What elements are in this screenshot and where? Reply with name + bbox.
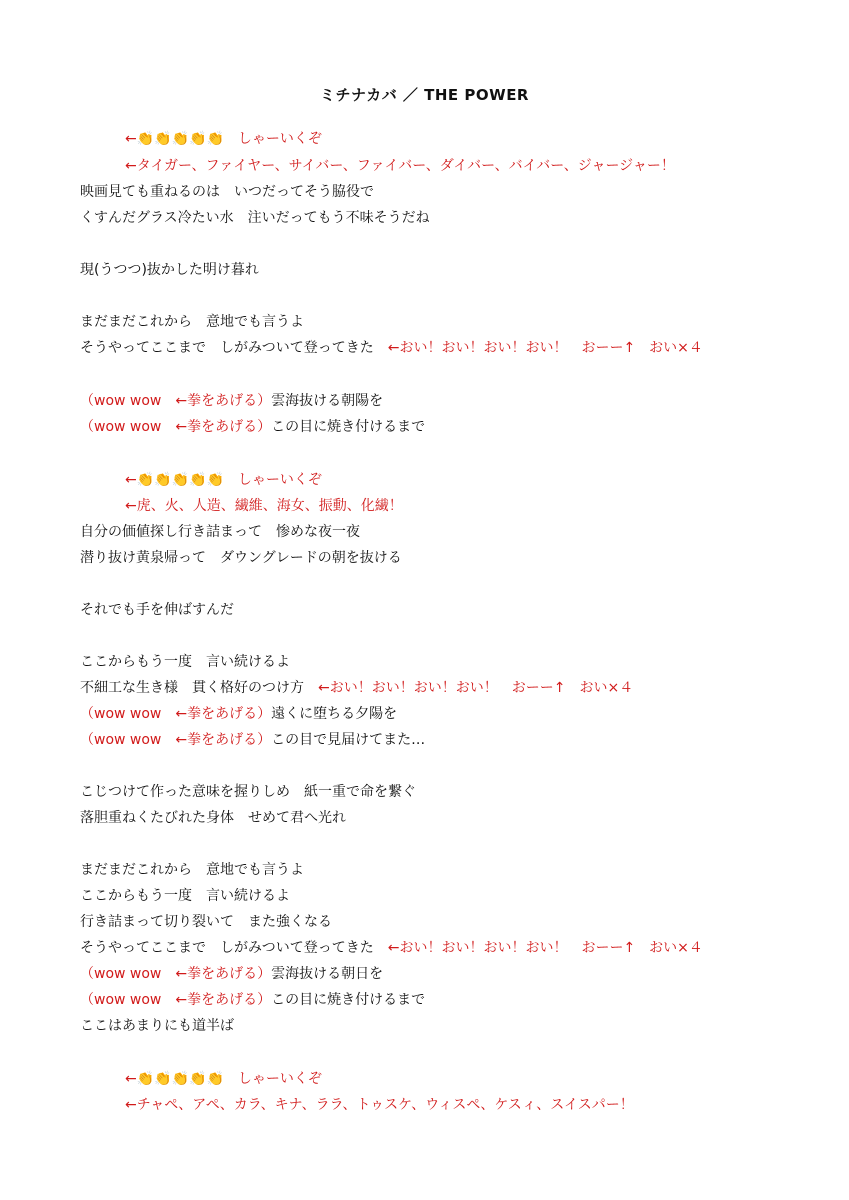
lyric-line <box>125 1070 322 1088</box>
call-response-text: ←タイガー、ファイヤー、サイバー、ファイバー、ダイバー、バイバー、ジャージャー！ <box>125 158 675 174</box>
lyric-line <box>125 157 675 175</box>
lyric-line <box>80 418 425 436</box>
lyric-line <box>125 130 322 148</box>
lyric-text: 行き詰まって切り裂いて また強くなる <box>80 914 332 930</box>
lyric-line <box>80 653 290 671</box>
lyric-text: まだまだこれから 意地でも言うよ <box>80 862 304 878</box>
document-title: ミチナカバ ／ THE POWER <box>320 86 529 104</box>
lyric-text: 不細工な生き様 貫く格好のつけ方 <box>80 680 318 696</box>
lyric-text: それでも手を伸ばすんだ <box>80 602 234 618</box>
call-response-text: ←チャペ、アペ、カラ、キナ、ララ、トゥスケ、ウィスペ、ケスィ、スイスパー！ <box>125 1097 634 1113</box>
lyric-line <box>80 679 633 697</box>
lyric-line <box>80 887 290 905</box>
lyric-text: ここからもう一度 言い続けるよ <box>80 888 290 904</box>
lyric-line <box>125 1096 634 1114</box>
lyric-text: 映画見ても重ねるのは いつだってそう脇役で <box>80 184 374 200</box>
lyric-line <box>80 339 703 357</box>
call-response-text: ←おい！おい！おい！おい！ おーー↑ おい×４ <box>387 940 703 956</box>
lyric-line <box>80 392 383 410</box>
lyric-text: 現(うつつ)抜かした明け暮れ <box>80 262 259 278</box>
lyric-text: ここからもう一度 言い続けるよ <box>80 654 290 670</box>
lyric-text: 雲海抜ける朝日を <box>271 966 384 982</box>
lyric-text: 雲海抜ける朝陽を <box>271 393 384 409</box>
call-response-text: ←おい！おい！おい！おい！ おーー↑ おい×４ <box>318 680 634 696</box>
lyric-text: この目に焼き付けるまで <box>271 419 426 435</box>
lyric-line <box>80 261 259 279</box>
lyric-text: まだまだこれから 意地でも言うよ <box>80 314 304 330</box>
call-response-text: ←虎、火、人造、繊維、海女、振動、化繊！ <box>125 498 403 514</box>
lyric-line <box>80 913 332 931</box>
lyric-text: 自分の価値探し行き詰まって 惨めな夜一夜 <box>80 524 360 540</box>
lyric-line <box>80 549 402 567</box>
lyric-text: この目に焼き付けるまで <box>271 992 426 1008</box>
call-response-text: （wow wow ←拳をあげる） <box>80 732 272 748</box>
call-response-text: ←おい！おい！おい！おい！ おーー↑ おい×４ <box>387 340 703 356</box>
lyric-line <box>80 313 304 331</box>
lyric-line <box>125 497 403 515</box>
call-response-text: （wow wow ←拳をあげる） <box>80 706 272 722</box>
lyric-line <box>80 861 304 879</box>
lyric-line <box>80 965 383 983</box>
call-response-text: ←👏👏👏👏👏 しゃーいくぞ <box>125 131 322 147</box>
lyric-line <box>80 991 425 1009</box>
lyric-text: 落胆重ねくたびれた身体 せめて君へ光れ <box>80 810 346 826</box>
lyric-text: くすんだグラス冷たい水 注いだってもう不味そうだね <box>80 210 430 226</box>
lyric-line <box>80 183 374 201</box>
lyric-line <box>80 783 416 801</box>
lyric-text: 遠くに堕ちる夕陽を <box>271 706 398 722</box>
lyric-line <box>80 601 234 619</box>
lyric-line <box>80 705 397 723</box>
lyric-line <box>80 809 346 827</box>
lyric-text: そうやってここまで しがみついて登ってきた <box>80 340 388 356</box>
lyric-line <box>80 209 430 227</box>
call-response-text: （wow wow ←拳をあげる） <box>80 992 272 1008</box>
call-response-text: （wow wow ←拳をあげる） <box>80 966 272 982</box>
lyric-line <box>80 939 703 957</box>
call-response-text: （wow wow ←拳をあげる） <box>80 393 272 409</box>
lyric-text: ここはあまりにも道半ば <box>80 1018 234 1034</box>
lyric-text: この目で見届けてまた… <box>271 732 426 748</box>
call-response-text: （wow wow ←拳をあげる） <box>80 419 272 435</box>
lyric-text: そうやってここまで しがみついて登ってきた <box>80 940 388 956</box>
call-response-text: ←👏👏👏👏👏 しゃーいくぞ <box>125 472 322 488</box>
lyric-text: 潜り抜け黄泉帰って ダウングレードの朝を抜ける <box>80 550 402 566</box>
lyric-text: こじつけて作った意味を握りしめ 紙一重で命を繋ぐ <box>80 784 416 800</box>
lyric-line <box>80 731 425 749</box>
lyric-line <box>80 523 360 541</box>
lyric-line <box>80 1017 234 1035</box>
call-response-text: ←👏👏👏👏👏 しゃーいくぞ <box>125 1071 322 1087</box>
lyric-line <box>125 471 322 489</box>
